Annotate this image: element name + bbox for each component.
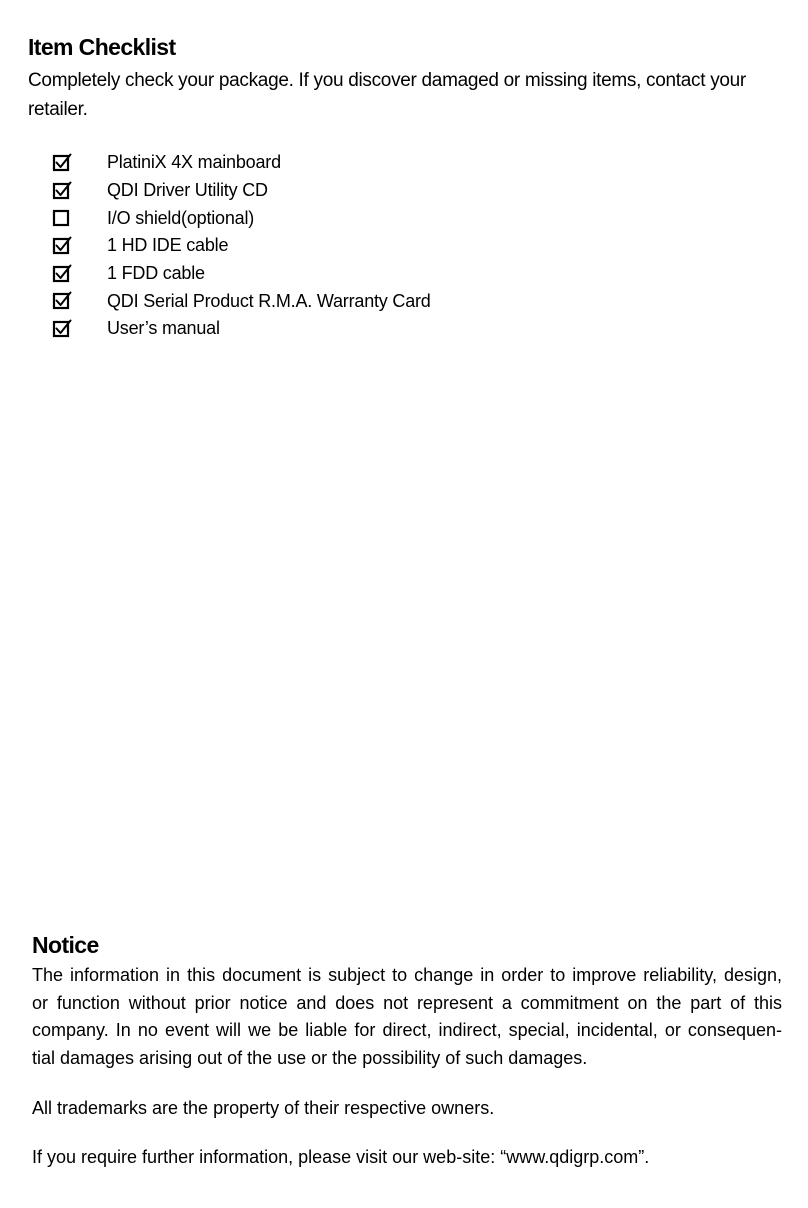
unchecked-checkbox-icon bbox=[52, 208, 72, 228]
notice-line: The information in this document is subject to change in order to improve reliability, design, bbox=[32, 965, 782, 985]
checklist-item-label: I/O shield(optional) bbox=[107, 207, 255, 228]
checklist-intro-text: Completely check your package. If you discover damaged or missing items, contact your retailer. bbox=[28, 70, 746, 120]
checklist-item bbox=[52, 177, 431, 205]
checklist-item bbox=[52, 315, 431, 343]
notice-line: company. In no event will we be liable for direct, indirect, special, incidental, or consequen- bbox=[32, 1020, 782, 1041]
notice-line: or function without prior notice and does not represent a commitment on the part of this bbox=[32, 992, 782, 1013]
checkbox-frame bbox=[54, 211, 68, 225]
checklist-item-label: PlatiniX 4X mainboard bbox=[107, 152, 281, 173]
checked-checkbox-icon bbox=[52, 153, 72, 173]
checklist-item-label: QDI Serial Product R.M.A. Warranty Card bbox=[107, 290, 431, 311]
checklist-item-label: 1 HD IDE cable bbox=[107, 235, 229, 256]
notice-line: tial damages arising out of the use or the possibility of such damages. bbox=[32, 1048, 588, 1069]
checklist-item bbox=[52, 149, 431, 177]
checked-checkbox-icon bbox=[52, 264, 72, 284]
checklist-item-label: User’s manual bbox=[107, 318, 220, 339]
website-notice: If you require further information, please visit our web-site: “www.qdigrp.com”. bbox=[32, 1147, 650, 1167]
checked-checkbox-icon bbox=[52, 181, 72, 201]
notice-heading: Notice bbox=[32, 932, 99, 958]
notice-paragraph bbox=[32, 962, 782, 1073]
item-checklist bbox=[52, 149, 431, 343]
checked-checkbox-icon bbox=[52, 236, 72, 256]
checklist-item bbox=[52, 232, 431, 260]
checklist-item-label: 1 FDD cable bbox=[107, 263, 205, 284]
checked-checkbox-icon bbox=[52, 291, 72, 311]
checklist-item bbox=[52, 204, 431, 232]
checklist-item bbox=[52, 260, 431, 288]
checked-checkbox-icon bbox=[52, 319, 72, 339]
item-checklist-heading: Item Checklist bbox=[28, 34, 176, 60]
trademarks-notice: All trademarks are the property of their respective owners. bbox=[32, 1098, 495, 1118]
checklist-item-label: QDI Driver Utility CD bbox=[107, 180, 268, 201]
checklist-item bbox=[52, 287, 431, 315]
